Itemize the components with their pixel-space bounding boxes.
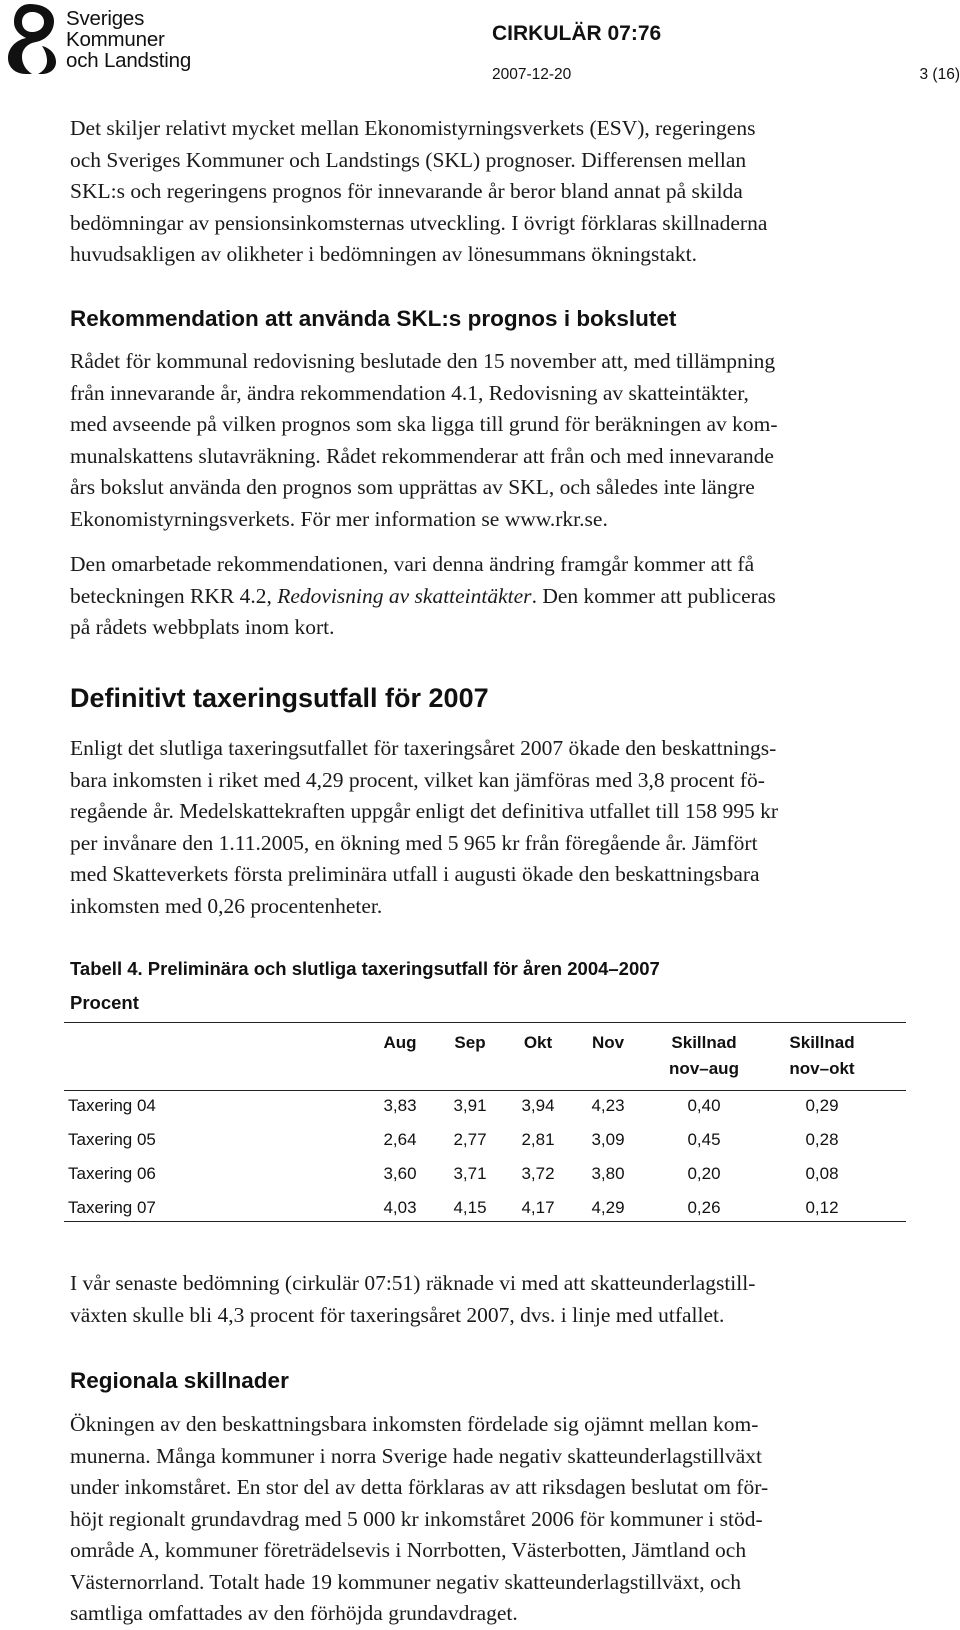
text-line: per invånare den 1.11.2005, en ökning med 5 965 kr från föregående år. Jämfört [70,828,920,860]
column-header [654,1030,754,1082]
table-bottom-rule [64,1221,906,1222]
column-header [498,1030,578,1056]
text-line: bedömningar av pensionsinkomsternas utveckling. I övrigt förklaras skillnaderna [70,208,920,240]
text-line: Den omarbetade rekommendationen, vari denna ändring framgår kommer att få [70,549,920,581]
table-caption [70,952,660,1020]
table-cell: 4,23 [568,1096,648,1116]
table-cell: 2,64 [360,1130,440,1150]
intro-paragraph [70,113,920,271]
table-top-rule [64,1022,906,1023]
table-cell: 0,40 [654,1096,754,1116]
header-line: nov–aug [654,1056,754,1082]
page-number: 3 (16) [920,66,960,84]
table-cell: 4,29 [568,1198,648,1218]
table-cell: 4,15 [430,1198,510,1218]
section-heading-recommendation: Rekommendation att använda SKL:s prognos i bokslutet [70,306,676,332]
section-heading-taxation: Definitivt taxeringsutfall för 2007 [70,683,489,714]
text-line: regående år. Medelskattekraften uppgår enligt det definitiva utfallet till 158 995 kr [70,796,920,828]
taxation-table [64,1022,906,1222]
text-line: samtliga omfattades av den förhöjda grundavdraget. [70,1598,920,1630]
table-cell: 3,72 [498,1164,578,1184]
logo-line-2: Kommuner [66,29,191,50]
text-line: Ökningen av den beskattningsbara inkomsten fördelade sig ojämnt mellan kom- [70,1409,920,1441]
table-cell: 0,26 [654,1198,754,1218]
table-unit: Procent [70,986,660,1020]
table-cell: 3,91 [430,1096,510,1116]
text-line: SKL:s och regeringens prognos för innevarande år beror bland annat på skilda [70,176,920,208]
table-cell: 3,60 [360,1164,440,1184]
recommendation-paragraph-1 [70,346,920,535]
skl-logo [0,0,190,80]
column-header [772,1030,872,1082]
text-line: under inkomståret. En stor del av detta förklaras av att riksdagen beslutat om för- [70,1472,920,1504]
text-line: Ekonomistyrningsverkets. För mer information se www.rkr.se. [70,504,920,536]
text-line [70,581,920,613]
table-cell: 3,71 [430,1164,510,1184]
recommendation-paragraph-2 [70,549,920,644]
logo-line-1: Sveriges [66,8,191,29]
text-line: munerna. Många kommuner i norra Sverige hade negativ skatteunderlagstillväxt [70,1441,920,1473]
table-title: Tabell 4. Preliminära och slutliga taxeringsutfall för åren 2004–2007 [70,952,660,986]
table-cell: 3,09 [568,1130,648,1150]
header-line: nov–okt [772,1056,872,1082]
taxation-paragraph [70,733,920,922]
text-line: område A, kommuner företrädelsevis i Norrbotten, Västerbotten, Jämtland och [70,1535,920,1567]
circular-number: CIRKULÄR 07:76 [492,22,661,46]
header-line: Skillnad [772,1030,872,1056]
row-label: Taxering 05 [68,1130,156,1150]
table-header-rule [64,1090,906,1091]
text-line: höjt regionalt grundavdrag med 5 000 kr inkomståret 2006 för kommuner i stöd- [70,1504,920,1536]
header-line: Aug [360,1030,440,1056]
text-line: på rådets webbplats inom kort. [70,612,920,644]
row-label: Taxering 07 [68,1198,156,1218]
text-line: års bokslut använda den prognos som upprättas av SKL, och således inte längre [70,472,920,504]
text-line: från innevarande år, ändra rekommendation 4.1, Redovisning av skatteintäkter, [70,378,920,410]
table-cell: 2,77 [430,1130,510,1150]
table-cell: 3,83 [360,1096,440,1116]
table-cell: 0,20 [654,1164,754,1184]
text-line: bara inkomsten i riket med 4,29 procent, vilket kan jämföras med 3,8 procent fö- [70,765,920,797]
text-line: I vår senaste bedömning (cirkulär 07:51) räknade vi med att skatteunderlagstill- [70,1268,920,1300]
text-line: Det skiljer relativt mycket mellan Ekonomistyrningsverkets (ESV), regeringens [70,113,920,145]
table-cell: 0,28 [772,1130,872,1150]
text-line: Västernorrland. Totalt hade 19 kommuner negativ skatteunderlagstillväxt, och [70,1567,920,1599]
header-line: Sep [430,1030,510,1056]
header-line: Skillnad [654,1030,754,1056]
table-cell: 4,03 [360,1198,440,1218]
text-segment: . Den kommer att publiceras [532,584,776,608]
circular-date: 2007-12-20 [492,66,571,84]
table-cell: 3,94 [498,1096,578,1116]
text-line: inkomsten med 0,26 procentenheter. [70,891,920,923]
header-line: Okt [498,1030,578,1056]
publication-title: Redovisning av skatteintäkter [277,584,531,608]
table-cell: 2,81 [498,1130,578,1150]
text-line: Enligt det slutliga taxeringsutfallet för taxeringsåret 2007 ökade den beskattnings- [70,733,920,765]
text-line: Rådet för kommunal redovisning beslutade den 15 november att, med tillämpning [70,346,920,378]
row-label: Taxering 04 [68,1096,156,1116]
column-header [360,1030,440,1056]
regional-paragraph [70,1409,920,1630]
table-cell: 0,45 [654,1130,754,1150]
section-heading-regional: Regionala skillnader [70,1368,289,1394]
header-line: Nov [568,1030,648,1056]
table-cell: 3,80 [568,1164,648,1184]
text-line: växten skulle bli 4,3 procent för taxeringsåret 2007, dvs. i linje med utfallet. [70,1300,920,1332]
text-line: munalskattens slutavräkning. Rådet rekommenderar att från och med innevarande [70,441,920,473]
text-segment: beteckningen RKR 4.2, [70,584,277,608]
forecast-paragraph [70,1268,920,1331]
table-cell: 4,17 [498,1198,578,1218]
text-line: med Skatteverkets första preliminära utfall i augusti ökade den beskattningsbara [70,859,920,891]
table-cell: 0,12 [772,1198,872,1218]
row-label: Taxering 06 [68,1164,156,1184]
text-line: och Sveriges Kommuner och Landstings (SKL) prognoser. Differensen mellan [70,145,920,177]
column-header [568,1030,648,1056]
logo-wordmark [66,8,191,71]
text-line: med avseende på vilken prognos som ska ligga till grund för beräkningen av kom- [70,409,920,441]
skl-emblem-icon [2,2,58,76]
text-line: huvudsakligen av olikheter i bedömningen av lönesummans ökningstakt. [70,239,920,271]
table-cell: 0,29 [772,1096,872,1116]
logo-line-3: och Landsting [66,50,191,71]
table-cell: 0,08 [772,1164,872,1184]
